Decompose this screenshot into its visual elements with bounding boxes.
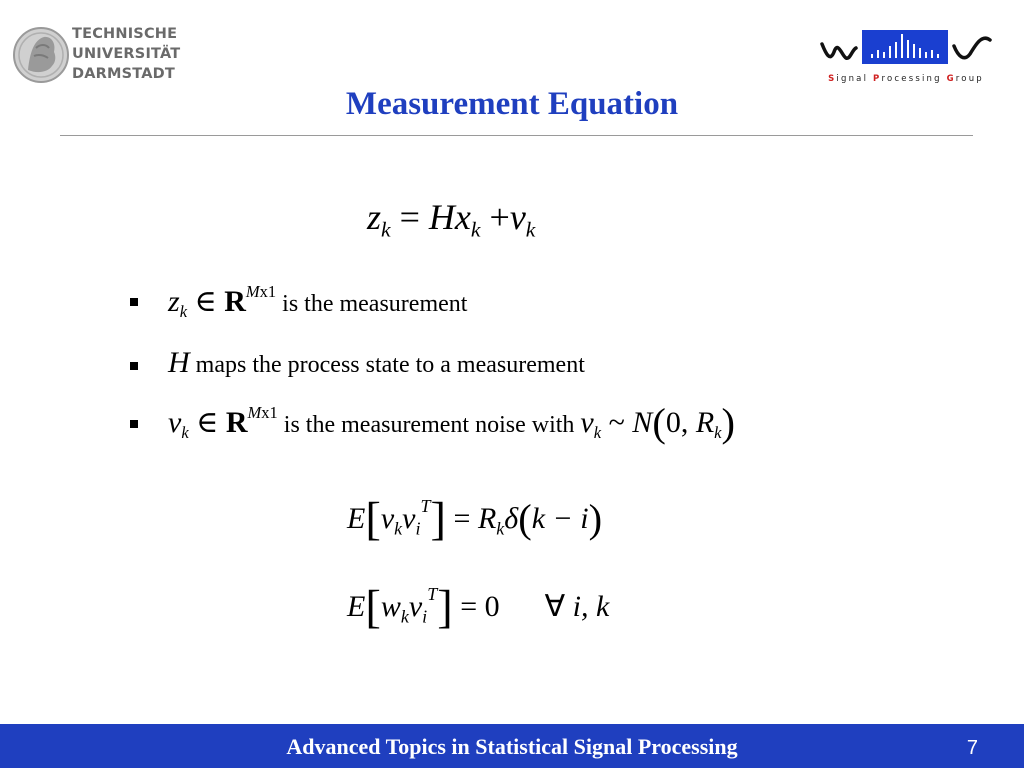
eq3-factor-a: w bbox=[380, 590, 401, 624]
bullet-marker bbox=[130, 298, 138, 306]
page-number: 7 bbox=[966, 737, 978, 759]
bullet-marker bbox=[130, 362, 138, 370]
noise-covariance-equation bbox=[347, 494, 603, 546]
set-dimension: M bbox=[247, 403, 262, 422]
bullet-math bbox=[168, 403, 278, 442]
close-paren: ) bbox=[721, 400, 735, 446]
eq-term2: v bbox=[509, 197, 526, 237]
group-logo bbox=[816, 22, 996, 90]
caption-initial: S bbox=[828, 74, 837, 84]
university-line-2: UNIVERSITÄT bbox=[72, 46, 181, 62]
dist-cov-sub: k bbox=[714, 422, 722, 442]
dist-var: v bbox=[580, 406, 594, 440]
eq-lhs-sub: k bbox=[381, 217, 391, 242]
eq-term2-sub: k bbox=[525, 217, 536, 242]
bullet-math bbox=[168, 282, 277, 321]
bullet-var-sub: k bbox=[181, 422, 189, 442]
eq2-factor-b: v bbox=[402, 502, 416, 536]
eq3-factor-b: v bbox=[408, 590, 423, 624]
group-caption: Signal Processing Group bbox=[828, 74, 984, 84]
expectation-symbol: E bbox=[347, 590, 366, 624]
bullet-item-h-matrix bbox=[168, 346, 585, 380]
bullet-marker bbox=[130, 420, 138, 428]
bullet-text: is the measurement noise with bbox=[283, 412, 575, 439]
eq-term1: Hx bbox=[428, 197, 471, 237]
course-title: Advanced Topics in Statistical Signal Processing bbox=[286, 734, 738, 759]
transpose-symbol: T bbox=[427, 584, 438, 604]
eq2-cov: R bbox=[477, 502, 497, 536]
set-dimension-tail: x1 bbox=[261, 403, 278, 422]
distributed-as-symbol: ~ bbox=[608, 406, 625, 440]
element-of-symbol: ∈ bbox=[194, 285, 217, 319]
university-name bbox=[72, 24, 180, 84]
normal-dist-symbol: N bbox=[632, 406, 653, 440]
transpose-symbol: T bbox=[420, 496, 431, 516]
bullet-var: H bbox=[168, 346, 190, 379]
eq2-factor-a: v bbox=[380, 502, 395, 536]
expectation-symbol: E bbox=[347, 502, 366, 536]
caption-initial: G bbox=[946, 74, 956, 84]
eq3-equals: = bbox=[460, 590, 478, 624]
signal-waveform-icon bbox=[816, 22, 996, 72]
set-dimension: M bbox=[245, 282, 260, 301]
eq2-factor-a-sub: k bbox=[394, 518, 403, 539]
open-paren: ( bbox=[518, 496, 532, 542]
set-dimension-tail: x1 bbox=[259, 282, 277, 301]
uncorrelated-noise-equation bbox=[347, 582, 610, 634]
delta-argument: k − i bbox=[531, 502, 589, 536]
real-set-symbol: R bbox=[225, 406, 248, 440]
eq-plus: + bbox=[489, 197, 510, 237]
bullet-var: v bbox=[168, 406, 182, 440]
dist-cov: R bbox=[695, 406, 715, 440]
noise-distribution bbox=[580, 400, 735, 446]
eq3-factor-b-sub: i bbox=[422, 606, 428, 627]
university-logo bbox=[12, 22, 182, 90]
close-bracket: ] bbox=[430, 494, 447, 546]
eq3-factor-a-sub: k bbox=[400, 606, 409, 627]
bullet-text: maps the process state to a measurement bbox=[195, 352, 585, 378]
eq2-factor-b-sub: i bbox=[415, 518, 421, 539]
forall-symbol: ∀ bbox=[544, 590, 566, 624]
close-bracket: ] bbox=[437, 582, 453, 634]
open-bracket: [ bbox=[365, 582, 381, 634]
bullet-math bbox=[168, 346, 190, 379]
eq-lhs: z bbox=[367, 197, 382, 237]
university-line-3: DARMSTADT bbox=[72, 66, 176, 82]
element-of-symbol: ∈ bbox=[196, 406, 219, 440]
bullet-text: is the measurement bbox=[282, 291, 468, 318]
eq2-cov-sub: k bbox=[496, 518, 505, 539]
open-paren: ( bbox=[652, 400, 666, 446]
university-line-1: TECHNISCHE bbox=[72, 26, 178, 42]
bullet-item-measurement bbox=[168, 282, 467, 322]
caption-initial: P bbox=[873, 74, 882, 84]
eq-term1-sub: k bbox=[470, 217, 481, 242]
open-bracket: [ bbox=[365, 494, 381, 546]
kronecker-delta: δ bbox=[504, 502, 519, 536]
dist-mean: 0, bbox=[665, 406, 689, 440]
university-seal-icon bbox=[12, 22, 70, 88]
title-divider bbox=[60, 135, 973, 136]
real-set-symbol: R bbox=[224, 285, 246, 319]
bullet-item-noise bbox=[168, 400, 735, 446]
footer-bar bbox=[0, 724, 1024, 768]
close-paren: ) bbox=[588, 496, 603, 542]
slide-title: Measurement Equation bbox=[345, 86, 679, 122]
eq3-zero: 0 bbox=[484, 590, 500, 624]
bullet-var: z bbox=[168, 285, 180, 319]
measurement-equation bbox=[367, 196, 535, 243]
forall-vars: i, k bbox=[572, 590, 610, 624]
bullet-var-sub: k bbox=[179, 301, 188, 321]
dist-var-sub: k bbox=[593, 422, 602, 442]
eq-equals: = bbox=[399, 197, 420, 237]
eq2-equals: = bbox=[453, 502, 471, 536]
